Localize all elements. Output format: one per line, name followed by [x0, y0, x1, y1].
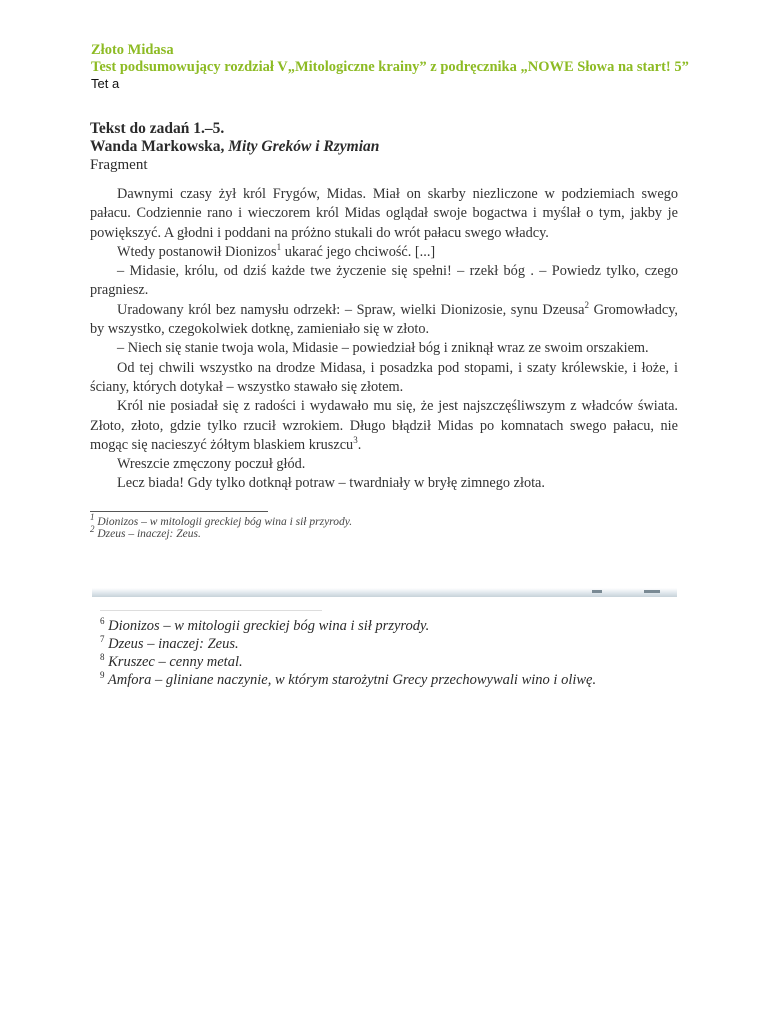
- source-citation: [90, 138, 678, 156]
- footnotes-section: [100, 610, 700, 689]
- section-heading: Tekst do zadań 1.–5.: [90, 120, 225, 137]
- paragraph: – Midasie, królu, od dziś każde twe życzenie się spełni! – rzekł bóg . – Powiedz tylko, czego pragniesz.: [90, 263, 678, 299]
- paragraph: Wreszcie zmęczony poczuł głód.: [117, 456, 306, 473]
- fragment-label: Fragment: [90, 157, 148, 173]
- footnote: $^1$ Dionizos – w mitologii greckiej bóg wina i sił przyrody.: [90, 511, 353, 528]
- book-title: Mity Greków i Rzymian: [228, 138, 380, 155]
- footnote: $^9$ Amfora – gliniane naczynie, w którym starożytni Grecy przechowywali wino i oliwę.: [100, 670, 597, 688]
- footnote-ref: 1: [276, 242, 282, 253]
- paragraph: Dawnymi czasy żył król Frygów, Midas. Miał on skarby niezliczone w podziemiach swego pałacu. Codziennie rano i wieczorem król Midas oglądał swoje bogactwa i myślał o tym, jakby je powiększyć. A głodni i poddani na próżno stukali do wrót pałacu swego władcy.: [90, 186, 678, 241]
- scan-edge-strip: [92, 588, 677, 597]
- paragraph: Od tej chwili wszystko na drodze Midasa, i posadzka pod stopami, i szaty królewskie, i łoże, i ściany, których dotykał – wszystko stawało się złotem.: [90, 359, 678, 395]
- footnote-divider: [90, 511, 268, 512]
- paragraph: Wtedy postanowił Dionizos$^1$ ukarać jego chciwość. [...]: [117, 242, 436, 260]
- paragraph: Król nie posiadał się z radości i wydawało mu się, że jest najszczęśliwszym z władców świata. Złoto, złoto, gdzie tylko rzucił wzrokiem. Długo błądził Midas po komnatach swego pałacu, nie mogąc się nacieszyć żółtym blaskiem kruszcu$^3$.: [90, 398, 678, 453]
- test-variant-label: Tet a: [91, 76, 120, 91]
- footnote-divider: [100, 610, 322, 611]
- paragraph: Uradowany król bez namysłu odrzekł: – Spraw, wielki Dionizosie, synu Dzeusa$^2$ Gromowładcy, by wszystko, czegokolwiek dotknę, zamieniało się w złoto.: [90, 300, 678, 338]
- paragraph: Lecz biada! Gdy tylko dotknął potraw – twardniały w bryłę zimnego złota.: [117, 475, 545, 492]
- footnote: $^2$ Dzeus – inaczej: Zeus.: [90, 524, 201, 541]
- scan-artifact: [592, 590, 602, 593]
- footnote: $^8$ Kruszec – cenny metal.: [100, 652, 243, 670]
- document-subtitle: Test podsumowujący rozdział V„Mitologiczne krainy” z podręcznika „NOWE Słowa na start! 5”: [91, 59, 689, 75]
- document-title: Złoto Midasa: [91, 42, 174, 58]
- footnote-ref: 2: [584, 300, 589, 311]
- paragraph: – Niech się stanie twoja wola, Midasie – powiedział bóg i zniknął wraz ze swoim orszakiem.: [117, 340, 649, 357]
- scanned-text-excerpt: [90, 120, 678, 541]
- footnote: $^7$ Dzeus – inaczej: Zeus.: [100, 634, 239, 652]
- author-name: Wanda Markowska,: [90, 138, 225, 155]
- document-header: [91, 42, 691, 105]
- footnote-ref: 3: [353, 435, 358, 446]
- scan-artifact: [644, 590, 660, 593]
- footnote: $^6$ Dionizos – w mitologii greckiej bóg wina i sił przyrody.: [100, 616, 430, 634]
